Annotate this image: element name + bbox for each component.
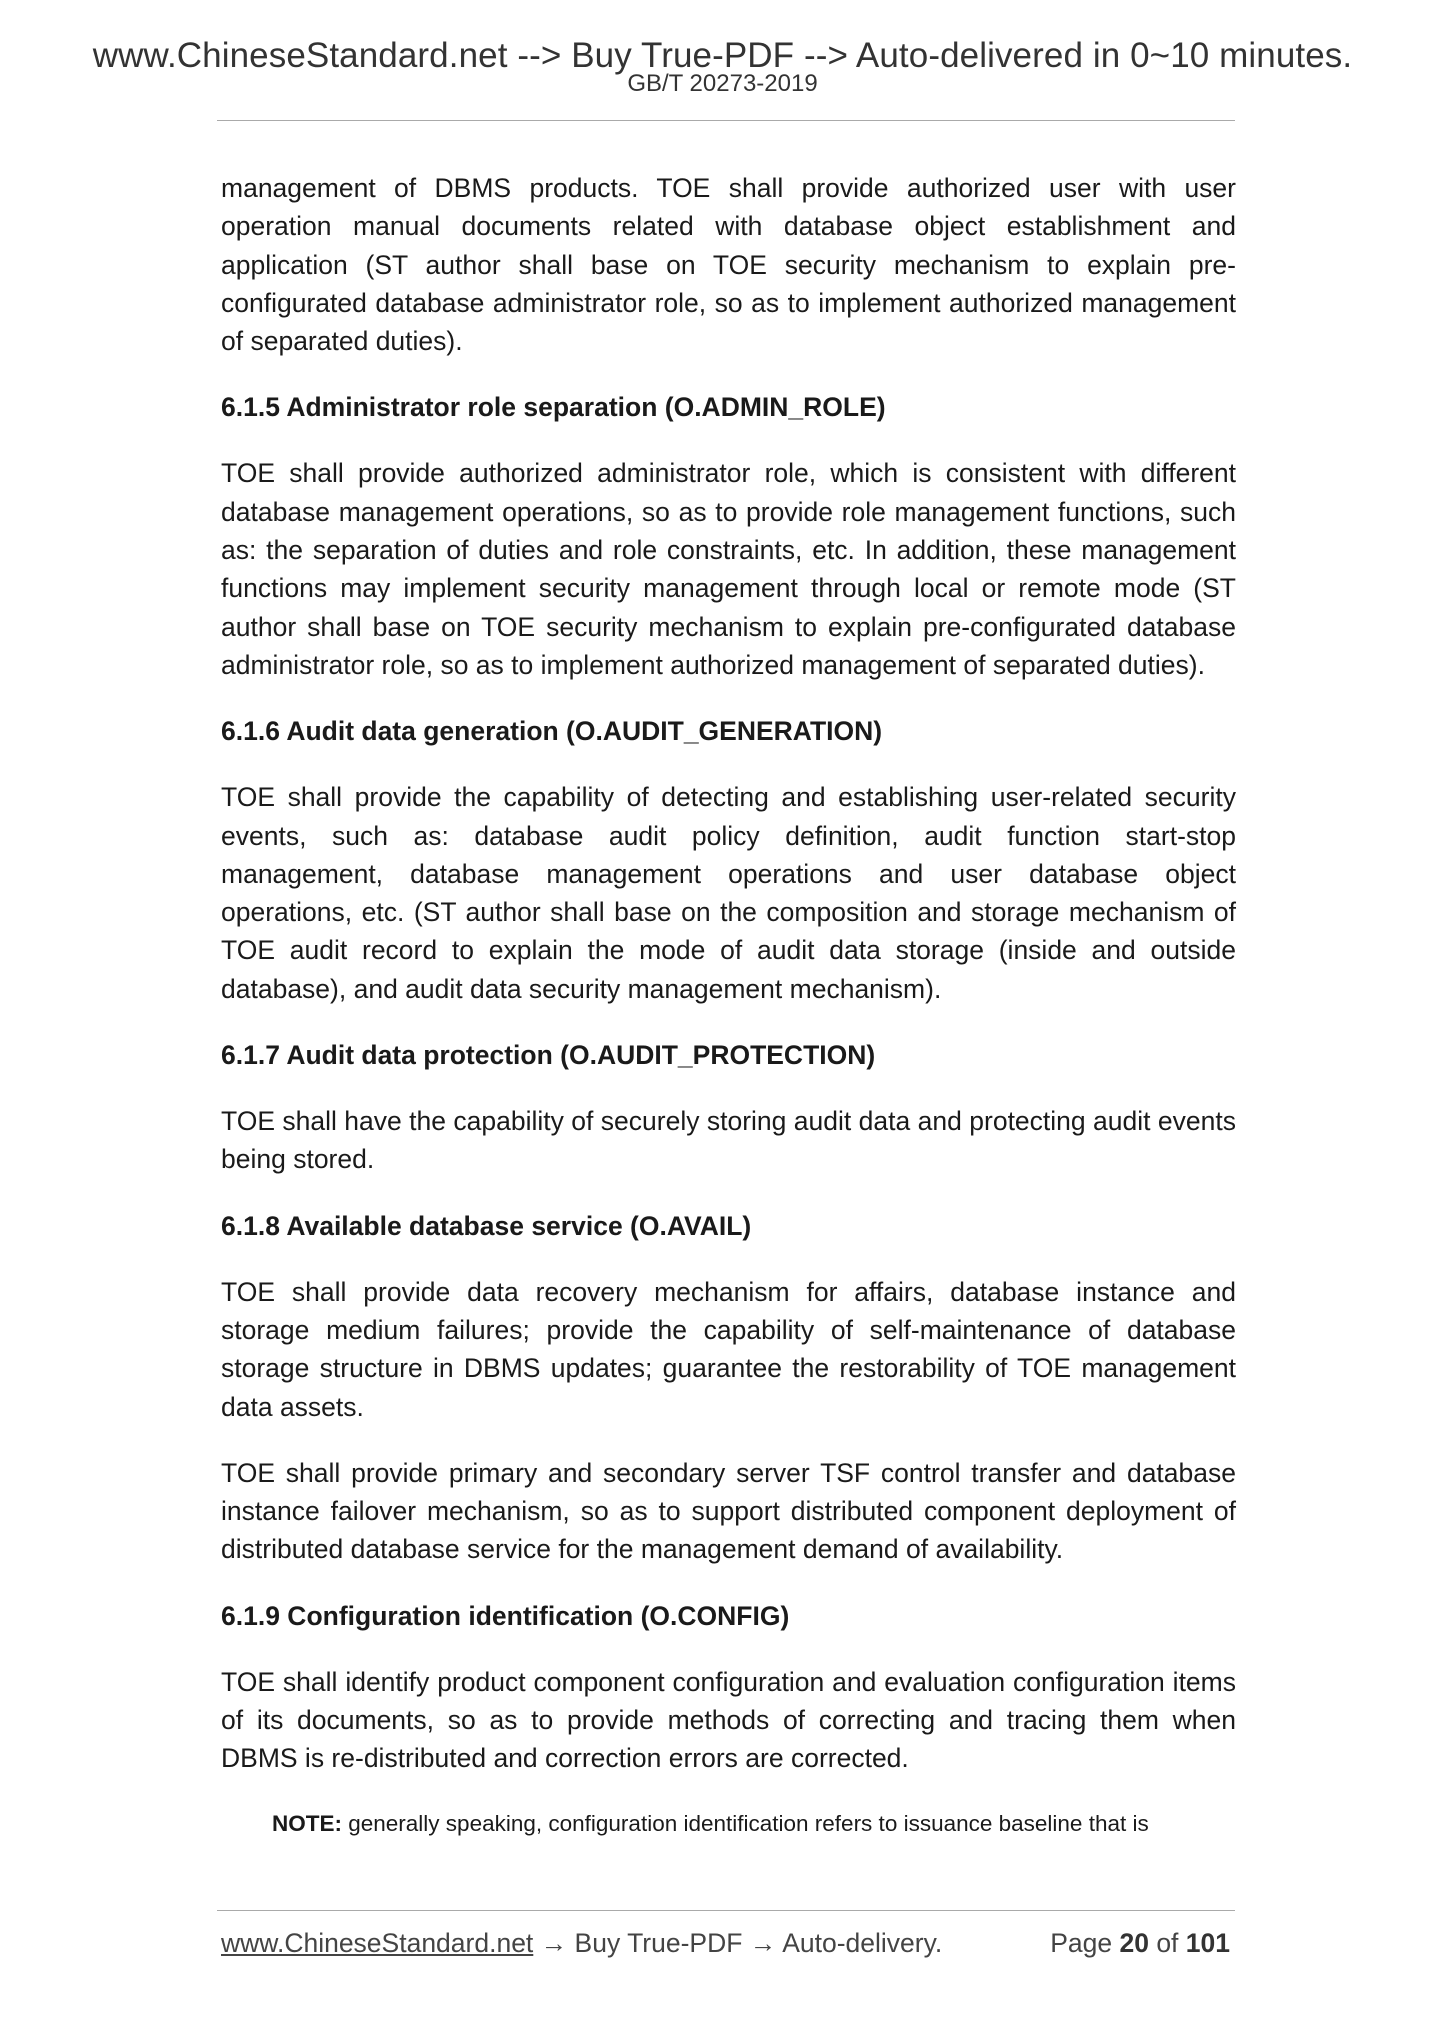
standard-code: GB/T 20273-2019 xyxy=(627,70,818,97)
paragraph-6-1-6: TOE shall provide the capability of detecting and establishing user-related security events, such as: database audit policy definition, audit function start-stop management, database management operations and user database object operations, etc. (ST author shall base on the composition and storage mechanism of TOE audit record to explain the mode of audit data storage (inside and outside database), and audit data security management mechanism). xyxy=(221,782,1236,1004)
arrow-icon: → xyxy=(742,1928,783,1958)
heading-6-1-8: 6.1.8 Available database service (O.AVAIL) xyxy=(221,1210,752,1241)
paragraph-6-1-8-a: TOE shall provide data recovery mechanism for affairs, database instance and storage medium failures; provide the capability of self-maintenance of database storage structure in DBMS updates; guarantee the restorability of TOE management data assets. xyxy=(221,1276,1236,1422)
page-word: Page xyxy=(1050,1928,1120,1958)
header-divider xyxy=(217,120,1235,121)
heading-6-1-7: 6.1.7 Audit data protection (O.AUDIT_PROTECTION) xyxy=(221,1040,876,1071)
auto-delivery-text: Auto-delivery. xyxy=(782,1928,943,1958)
site-banner: www.ChineseStandard.net --> Buy True-PDF --> Auto-delivered in 0~10 minutes. xyxy=(92,36,1353,75)
site-link[interactable]: www.ChineseStandard.net xyxy=(221,1928,534,1958)
buy-pdf-text: Buy True-PDF xyxy=(574,1928,743,1958)
note-label: NOTE: xyxy=(272,1810,342,1836)
heading-6-1-9: 6.1.9 Configuration identification (O.CONFIG) xyxy=(221,1600,790,1631)
arrow-icon: → xyxy=(533,1928,575,1958)
note-text: generally speaking, configuration identification refers to issuance baseline that is xyxy=(342,1810,1149,1836)
of-word: of xyxy=(1148,1928,1186,1958)
paragraph-6-1-9: TOE shall identify product component configuration and evaluation configuration items of its documents, so as to provide methods of correcting and tracing them when DBMS is re-distributed and correction errors are corrected. xyxy=(221,1666,1236,1774)
document-body xyxy=(221,169,1236,1840)
note xyxy=(221,1808,1236,1840)
paragraph-6-1-8-b: TOE shall provide primary and secondary server TSF control transfer and database instance failover mechanism, so as to support distributed component deployment of distributed database service for the management demand of availability. xyxy=(221,1457,1236,1565)
page-indicator xyxy=(1050,1928,1230,1959)
page-number: 20 xyxy=(1119,1928,1149,1958)
paragraph-6-1-7: TOE shall have the capability of securely storing audit data and protecting audit events being stored. xyxy=(221,1106,1236,1175)
heading-6-1-5: 6.1.5 Administrator role separation (O.ADMIN_ROLE) xyxy=(221,392,886,423)
heading-6-1-6: 6.1.6 Audit data generation (O.AUDIT_GENERATION) xyxy=(221,716,883,747)
total-pages: 101 xyxy=(1185,1928,1230,1958)
paragraph-intro: management of DBMS products. TOE shall provide authorized user with user operation manual documents related with database object establishment and application (ST author shall base on TOE security mechanism to explain pre-configurated database administrator role, so as to implement authorized management of separated duties). xyxy=(221,173,1236,357)
page-footer xyxy=(221,1928,1230,1968)
paragraph-6-1-5: TOE shall provide authorized administrator role, which is consistent with different database management operations, so as to provide role management functions, such as: the separation of duties and role constraints, etc. In addition, these management functions may implement security management through local or remote mode (ST author shall base on TOE security mechanism to explain pre-configurated database administrator role, so as to implement authorized management of separated duties). xyxy=(221,458,1236,680)
footer-links xyxy=(221,1928,942,1959)
footer-divider xyxy=(217,1910,1235,1911)
